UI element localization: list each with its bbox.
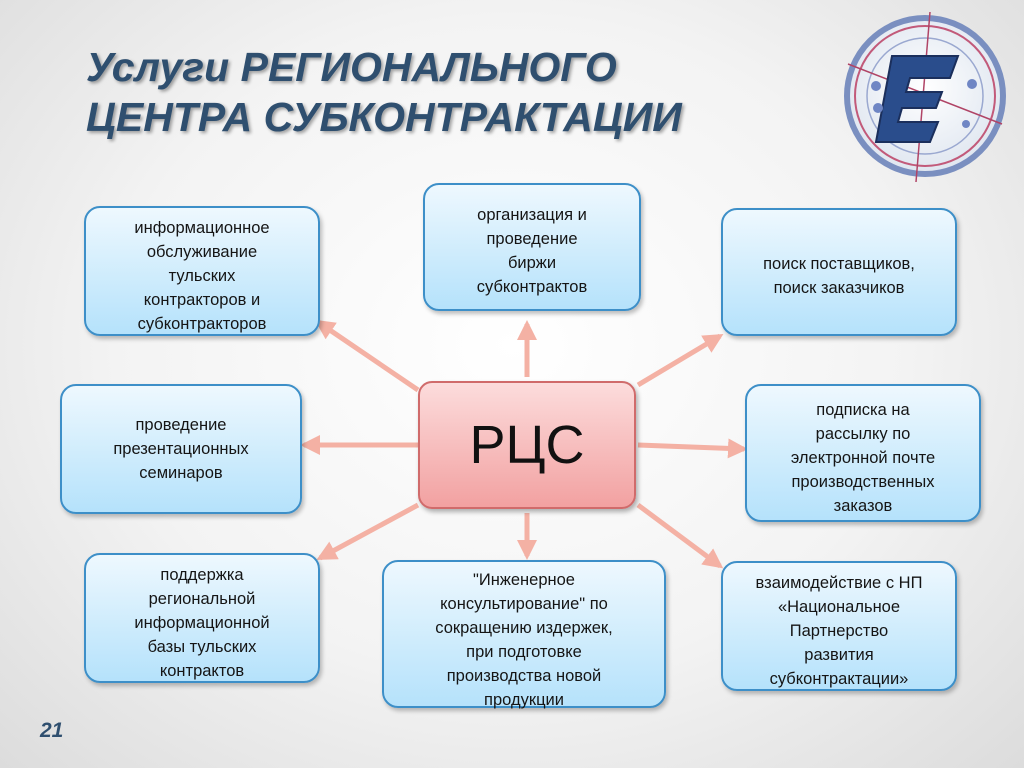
service-mailing-text: подписка на рассылку по электронной почте производственных заказов	[790, 401, 936, 515]
arrow-to-info-service	[318, 322, 418, 390]
service-info-box	[84, 206, 320, 336]
service-exchange-text: организация и проведение биржи субконтрактов	[476, 206, 588, 296]
slide-title-line-1: Услуги РЕГИОНАЛЬНОГО	[86, 44, 617, 90]
service-mailing-box	[745, 384, 981, 522]
arrow-to-partnership	[638, 505, 720, 566]
service-seminars-box	[60, 384, 302, 514]
slide-title-line-2: ЦЕНТРА СУБКОНТРАКТАЦИИ	[86, 94, 682, 140]
service-seminars-text: проведение презентационных семинаров	[113, 416, 249, 482]
service-search-box	[721, 208, 957, 336]
service-consulting-text: "Инженерное консультирование" по сокращению издержек, при подготовке производства новой продукции	[435, 571, 613, 709]
page-number: 21	[40, 719, 64, 742]
center-node-rcs: РЦС	[418, 381, 636, 509]
service-info-text: информационное обслуживание тульских контракторов и субконтракторов	[134, 219, 270, 333]
service-consulting-box	[382, 560, 666, 708]
service-partnership-box	[721, 561, 957, 691]
arrow-to-database	[320, 505, 418, 558]
service-database-box	[84, 553, 320, 683]
service-partnership-text: взаимодействие с НП «Национальное Партнерство развития субконтрактации»	[755, 574, 923, 688]
service-exchange-box	[423, 183, 641, 311]
arrow-to-search	[638, 336, 720, 385]
service-database-text: поддержка региональной информационной базы тульских контрактов	[134, 566, 270, 680]
service-search-text: поиск поставщиков, поиск заказчиков	[763, 255, 915, 297]
arrow-to-mailing	[638, 445, 744, 449]
